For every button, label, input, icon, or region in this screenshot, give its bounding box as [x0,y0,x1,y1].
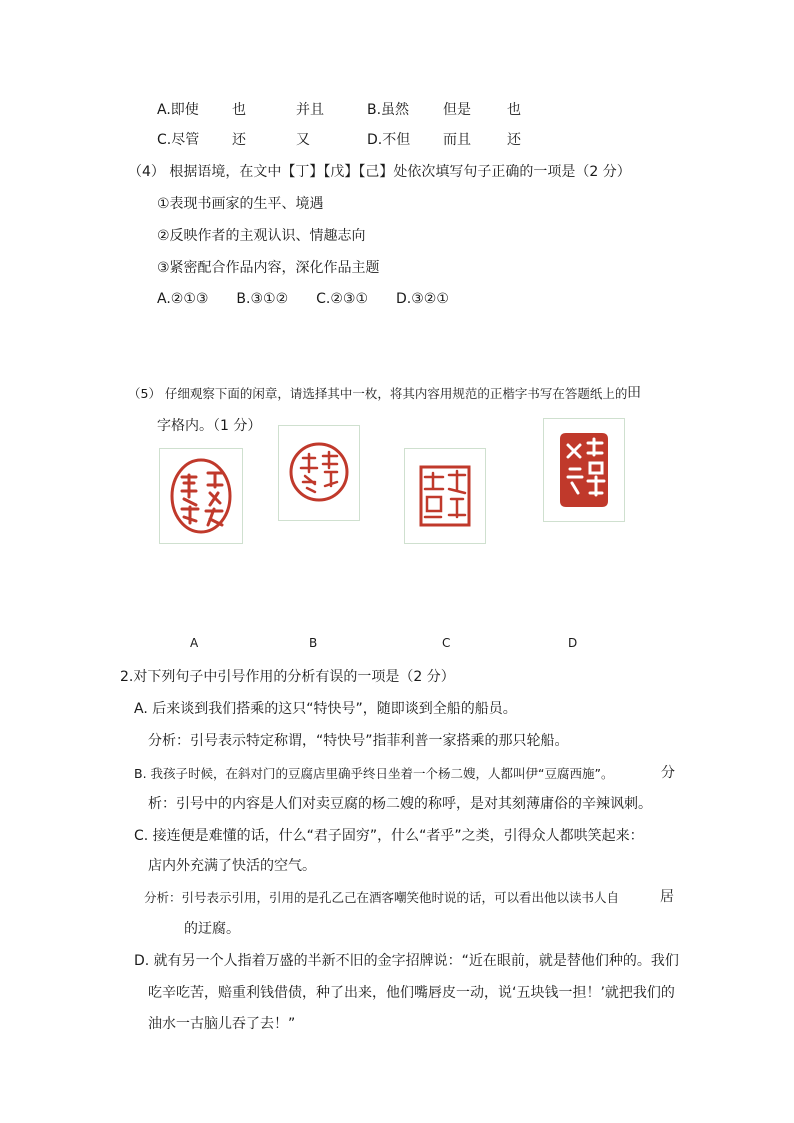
q2-d-line2: 吃辛吃苦，赔重利钱借债，种了出来，他们嘴唇皮一动，说‘五块钱一担！’就把我们的 [148,985,675,1001]
q5-stem-end: 田 [627,385,641,401]
q2-c-sentence: C. 接连便是难懂的话，什么“君子固穷”，什么“者乎”之类，引得众人都哄笑起来： [134,828,644,844]
option-a-word3: 并且 [296,102,324,118]
q2-d-sentence: D. 就有另一个人指着万盛的半新不旧的金字招牌说：“近在眼前，就是替他们种的。我们 [134,953,679,969]
q4-choices: A.②①③ B.③①② C.②③① D.③②① [157,291,449,307]
q2-a-analysis: 分析：引号表示特定称谓，“特快号”指菲利普一家搭乘的那只轮船。 [148,733,569,749]
q2-c-line2: 店内外充满了快活的空气。 [148,858,316,874]
option-b-word2: 但是 [443,102,471,118]
q4-stem: （4） 根据语境，在文中【丁】【戊】【己】处依次填写句子正确的一项是（2 分） [128,164,631,180]
q2-c-analysis-line2: 的迂腐。 [184,921,240,937]
seal-label-b: B [309,636,318,650]
option-b-word3: 也 [507,102,521,118]
option-c-word3: 又 [296,132,310,148]
q2-d-line3: 油水一古脑儿吞了去！” [148,1016,296,1032]
option-d-word3: 还 [507,132,521,148]
seal-image-b [278,425,360,521]
seal-label-c: C [442,636,451,650]
seal-label-a: A [190,636,199,650]
q4-item-2: ②反映作者的主观认识、情趣志向 [157,228,366,244]
option-b-word1: B.虽然 [367,102,410,118]
seal-a-icon [160,449,242,543]
option-a-word1: A.即使 [157,102,199,118]
seal-image-d [543,418,625,522]
option-a-word2: 也 [232,102,246,118]
seal-c-icon [405,449,485,543]
q2-c-analysis: 分析：引号表示引用，引用的是孔乙己在酒客嘲笑他时说的话，可以看出他以读书人自 [144,890,620,905]
q2-b-sentence: B. 我孩子时候，在斜对门的豆腐店里确乎终日坐着一个杨二嫂，人都叫伊“豆腐西施”。 [134,766,614,781]
seal-label-d: D [568,636,578,650]
seal-b-icon [279,426,359,520]
option-c-word1: C.尽管 [157,132,200,148]
seal-d-icon [544,419,624,521]
q2-c-analysis-end: 居 [660,889,674,905]
q2-b-tail: 分 [661,765,675,781]
q2-b-analysis: 析：引号中的内容是人们对卖豆腐的杨二嫂的称呼，是对其刻薄庸俗的辛辣讽刺。 [148,796,652,812]
q5-stem-line2: 字格内。（1 分） [157,418,262,434]
option-c-word2: 还 [232,132,246,148]
option-d-word2: 而且 [443,132,471,148]
q4-item-1: ①表现书画家的生平、境遇 [157,196,324,212]
q4-item-3: ③紧密配合作品内容，深化作品主题 [157,260,380,276]
q5-stem: （5） 仔细观察下面的闲章，请选择其中一枚，将其内容用规范的正楷字书写在答题纸上的 [128,386,628,401]
seal-image-c [404,448,486,544]
seal-image-a [159,448,243,544]
q2-a-sentence: A. 后来谈到我们搭乘的这只“特快号”，随即谈到全船的船员。 [134,701,517,717]
q2-stem: 2.对下列句子中引号作用的分析有误的一项是（2 分） [120,669,455,685]
option-d-word1: D.不但 [367,132,411,148]
